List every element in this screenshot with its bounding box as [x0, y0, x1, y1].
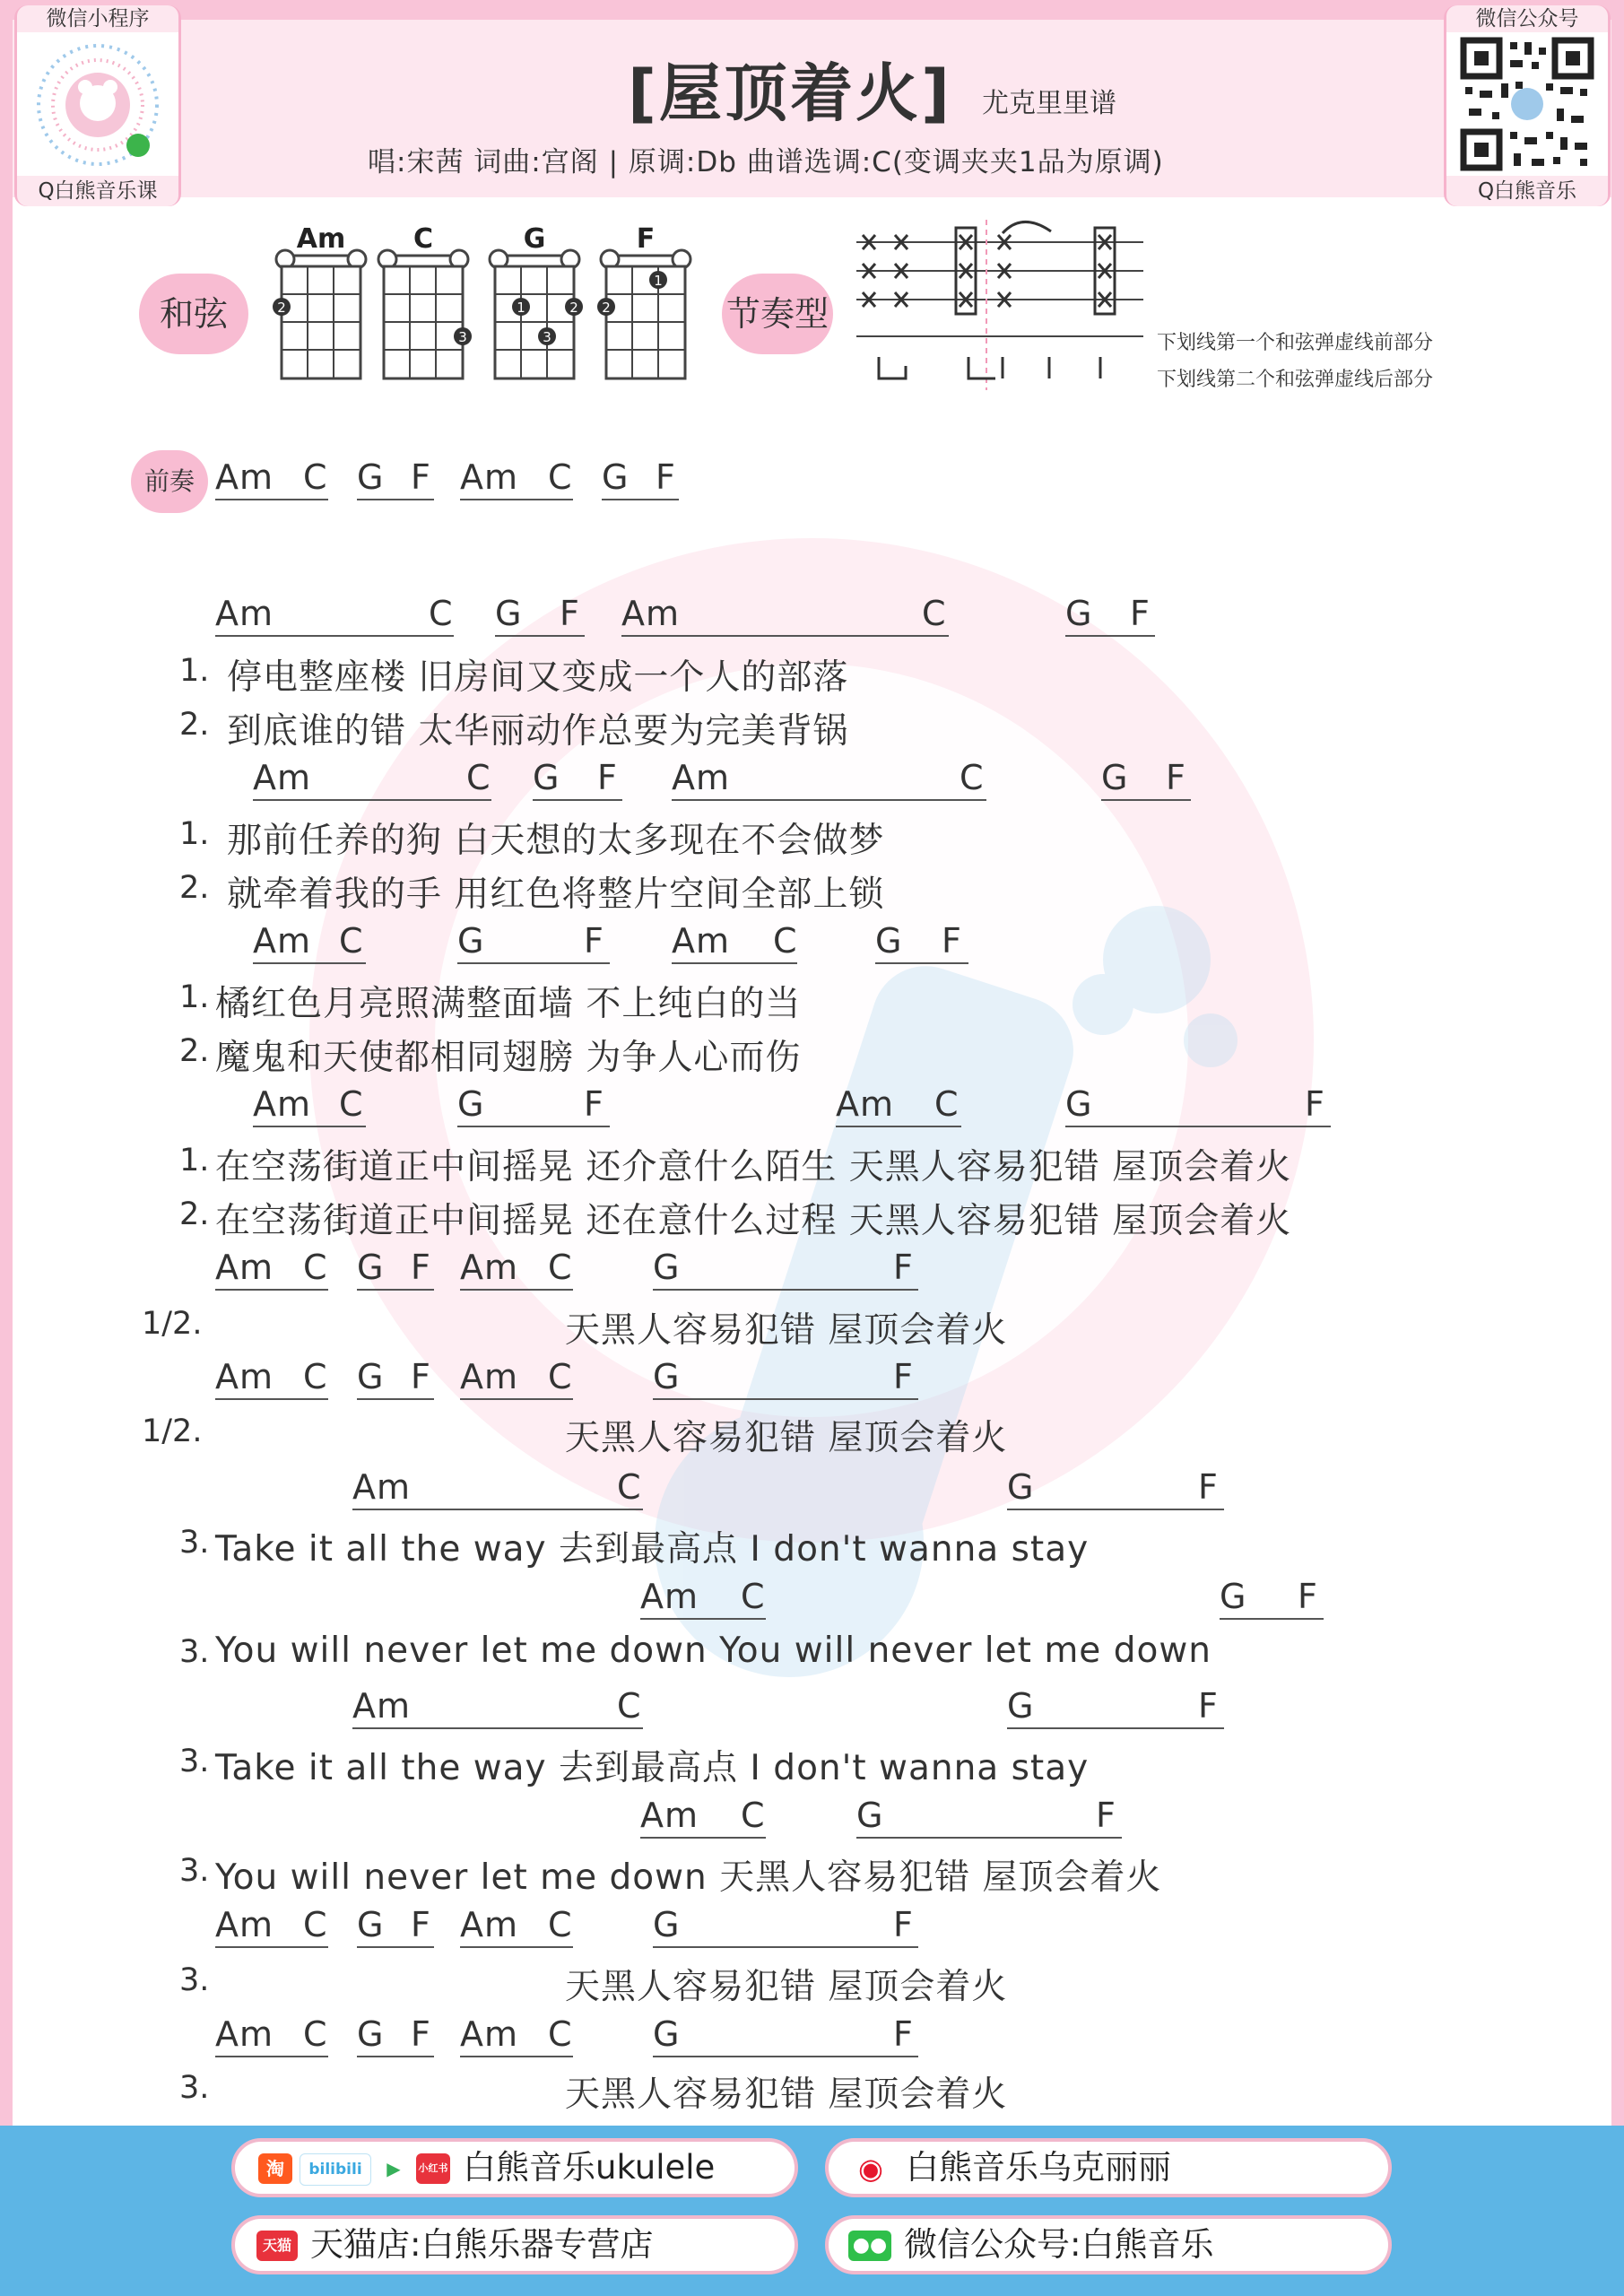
chord-label: G	[1007, 1686, 1035, 1726]
chord-diagram-name: F	[636, 223, 656, 255]
chord-diagram-name: G	[523, 223, 546, 255]
chord-label: G	[495, 594, 523, 633]
chord-underline	[836, 1126, 961, 1127]
chords-label: 和弦	[139, 274, 248, 354]
lyric-text: 天黑人容易犯错 屋顶会着火	[565, 1967, 1008, 2007]
chord-label: F	[411, 457, 431, 497]
weibo-label: 白熊音乐乌克丽丽	[906, 2148, 1171, 2187]
chord-underline	[357, 1398, 434, 1400]
verse-number: 2.	[179, 1196, 210, 1232]
chord-underline	[457, 962, 610, 964]
chord-underline	[352, 1727, 643, 1729]
chord-underline	[357, 1946, 434, 1948]
lyric-text: You will never let me down You will never let me down	[215, 1631, 1211, 1671]
chord-label: G	[653, 1905, 681, 1944]
chord-label: G	[1220, 1577, 1247, 1616]
xiaohongshu-icon: 小红书	[416, 2153, 450, 2184]
chord-label: C	[741, 1577, 766, 1616]
lyric-text: Take it all the way 去到最高点 I don't wanna stay	[215, 1748, 1090, 1788]
chord-label: Am	[215, 1357, 274, 1396]
chord-label: Am	[460, 1248, 519, 1287]
chord-label: Am	[460, 2014, 519, 2054]
svg-text:1: 1	[517, 300, 525, 316]
chord-label: G	[653, 1357, 681, 1396]
chord-label: F	[893, 1357, 914, 1396]
chord-label: G	[357, 1248, 385, 1287]
chord-underline	[460, 1398, 573, 1400]
chord-label: Am	[836, 1084, 895, 1124]
chord-label: Am	[215, 1248, 274, 1287]
verse-number: 3.	[179, 1962, 210, 1998]
chord-label: C	[303, 1248, 328, 1287]
chord-underline	[653, 1398, 918, 1400]
verse-number: 2.	[179, 707, 210, 743]
chord-label: C	[339, 1084, 364, 1124]
wechat-link[interactable]	[825, 2215, 1392, 2274]
verse-number: 2.	[179, 870, 210, 906]
chord-underline	[215, 1946, 328, 1948]
chord-label: G	[533, 758, 560, 797]
chord-label: C	[548, 1357, 573, 1396]
chord-label: F	[584, 1084, 604, 1124]
chord-label: G	[457, 921, 485, 961]
chord-label: Am	[215, 2014, 274, 2054]
chord-label: G	[602, 457, 630, 497]
chord-label: Am	[460, 1357, 519, 1396]
chord-label: Am	[460, 1905, 519, 1944]
chord-label: Am	[640, 1577, 699, 1616]
tmall-icon: 天猫	[256, 2231, 298, 2261]
intro-label: 前奏	[131, 450, 208, 513]
svg-text:2: 2	[277, 300, 286, 316]
chord-label: F	[893, 1248, 914, 1287]
chord-label: G	[1101, 758, 1129, 797]
chord-diagram-name: C	[413, 223, 434, 255]
chord-label: C	[548, 1905, 573, 1944]
svg-text:2: 2	[569, 300, 578, 316]
tmall-link[interactable]	[231, 2215, 798, 2274]
chord-label: C	[773, 921, 798, 961]
public-account-caption: Q白熊音乐	[1446, 176, 1608, 206]
lyric-text: 在空荡街道正中间摇晃 还在意什么过程 天黑人容易犯错 屋顶会着火	[215, 1201, 1292, 1241]
mini-program-label: 微信小程序	[17, 5, 178, 32]
chord-underline	[215, 1398, 328, 1400]
chord-underline	[352, 1509, 643, 1510]
chord-label: C	[922, 594, 947, 633]
chord-underline	[460, 1289, 573, 1291]
chord-label: C	[741, 1796, 766, 1835]
chord-label: G	[653, 2014, 681, 2054]
score-author: 尤克里里谱	[982, 88, 1116, 119]
song-info: 唱:宋茜 词曲:宫阁 | 原调:Db 曲谱选调:C(变调夹夹1品为原调)	[368, 146, 1164, 178]
lyric-text: 天黑人容易犯错 屋顶会着火	[565, 1310, 1008, 1351]
chord-label: C	[960, 758, 985, 797]
chord-diagram-name: Am	[296, 223, 346, 255]
chord-label: F	[411, 1905, 431, 1944]
chord-underline	[253, 799, 491, 801]
chord-underline	[457, 1126, 610, 1127]
chord-label: G	[1065, 594, 1093, 633]
chord-label: F	[597, 758, 618, 797]
chord-underline	[357, 499, 434, 500]
chord-label: G	[875, 921, 903, 961]
svg-text:2: 2	[602, 300, 611, 316]
chord-underline	[1101, 799, 1191, 801]
chord-underline	[253, 962, 366, 964]
chord-label: G	[1007, 1467, 1035, 1507]
verse-number: 3.	[179, 1853, 210, 1889]
chord-underline	[653, 2056, 918, 2057]
chord-underline	[357, 2056, 434, 2057]
chord-diagram-g	[490, 223, 583, 378]
verse-number: 1/2.	[142, 1306, 203, 1342]
public-account-qr-icon	[1460, 37, 1594, 171]
lyric-text: 就牵着我的手 用红色将整片空间全部上锁	[227, 874, 885, 915]
chord-underline	[1007, 1509, 1224, 1510]
public-account-qr-card[interactable]	[1444, 5, 1611, 206]
verse-number: 1.	[179, 816, 210, 852]
wechat-icon: ●●	[848, 2231, 891, 2261]
chord-label: F	[942, 921, 962, 961]
weibo-link[interactable]	[825, 2138, 1392, 2197]
chord-label: G	[357, 457, 385, 497]
chord-label: C	[303, 1905, 328, 1944]
verse-number: 2.	[179, 1033, 210, 1069]
verse-number: 3.	[179, 1634, 210, 1670]
chord-underline	[1065, 635, 1155, 637]
chord-label: G	[856, 1796, 884, 1835]
chord-underline	[1220, 1618, 1324, 1620]
chord-label: Am	[460, 457, 519, 497]
chord-underline	[1065, 1126, 1331, 1127]
chord-label: F	[584, 921, 604, 961]
chord-diagram-am	[273, 223, 366, 378]
chord-underline	[460, 2056, 573, 2057]
chord-label: Am	[621, 594, 681, 633]
platforms-link[interactable]	[231, 2138, 798, 2197]
lyric-text: 橘红色月亮照满整面墙 不上纯白的当	[215, 984, 802, 1024]
chord-underline	[653, 1289, 918, 1291]
chord-label: G	[357, 1357, 385, 1396]
chord-underline	[460, 1946, 573, 1948]
strum-label: 节奏型	[722, 274, 833, 354]
chord-label: F	[893, 2014, 914, 2054]
chord-label: F	[411, 1357, 431, 1396]
chord-label: G	[357, 2014, 385, 2054]
lyric-text: You will never let me down 天黑人容易犯错 屋顶会着火	[215, 1857, 1162, 1898]
strum-pattern-diagram	[852, 215, 1148, 395]
svg-text:1: 1	[654, 273, 663, 289]
lyric-text: 那前任养的狗 白天想的太多现在不会做梦	[227, 821, 885, 861]
lyric-text: 在空荡街道正中间摇晃 还介意什么陌生 天黑人容易犯错 屋顶会着火	[215, 1147, 1292, 1187]
chord-diagram-c	[378, 223, 472, 378]
chord-label: Am	[253, 921, 312, 961]
verse-number: 3.	[179, 1744, 210, 1779]
chord-underline	[856, 1837, 1122, 1839]
chord-underline	[640, 1837, 766, 1839]
chord-label: Am	[672, 921, 731, 961]
platform-label: 白熊音乐ukulele	[463, 2148, 716, 2187]
chord-label: F	[1298, 1577, 1318, 1616]
lyric-text: 停电整座楼 旧房间又变成一个人的部落	[227, 657, 849, 698]
chord-label: C	[466, 758, 491, 797]
chord-label: C	[548, 1248, 573, 1287]
verse-number: 1.	[179, 979, 210, 1015]
mini-program-qr-icon	[35, 42, 161, 168]
strum-note-first: 下划线第一个和弦弹虚线前部分	[1157, 332, 1434, 354]
chord-underline	[533, 799, 622, 801]
chord-label: C	[303, 2014, 328, 2054]
chord-underline	[653, 1946, 918, 1948]
taobao-icon: 淘	[258, 2153, 292, 2184]
chord-label: F	[411, 1248, 431, 1287]
chord-label: G	[457, 1084, 485, 1124]
chord-label: C	[429, 594, 454, 633]
svg-text:3: 3	[458, 329, 467, 345]
chord-underline	[621, 635, 949, 637]
verse-number: 3.	[179, 2070, 210, 2106]
mini-program-qr-card[interactable]	[14, 5, 181, 206]
play-icon: ▶	[378, 2153, 409, 2184]
chord-label: F	[1305, 1084, 1325, 1124]
chord-label: Am	[352, 1686, 412, 1726]
footer-banner	[0, 2126, 1624, 2296]
lyric-text: 天黑人容易犯错 屋顶会着火	[565, 2074, 1008, 2115]
verse-number: 1/2.	[142, 1413, 203, 1449]
chord-underline	[357, 1289, 434, 1291]
chord-label: F	[656, 457, 676, 497]
wechat-label: 微信公众号:白熊音乐	[904, 2225, 1214, 2264]
chord-underline	[875, 962, 968, 964]
chord-label: C	[548, 457, 573, 497]
chord-label: C	[548, 2014, 573, 2054]
chord-label: Am	[215, 457, 274, 497]
chord-underline	[672, 799, 986, 801]
chord-label: F	[1166, 758, 1186, 797]
chord-label: C	[934, 1084, 960, 1124]
chord-label: Am	[352, 1467, 412, 1507]
chord-diagrams	[269, 220, 699, 390]
chord-label: C	[303, 457, 328, 497]
chord-label: F	[1198, 1686, 1219, 1726]
chord-label: Am	[215, 1905, 274, 1944]
chord-label: F	[1198, 1467, 1219, 1507]
chord-underline	[640, 1618, 766, 1620]
chord-underline	[672, 962, 797, 964]
chord-label: F	[1130, 594, 1151, 633]
chord-label: G	[357, 1905, 385, 1944]
verse-number: 1.	[179, 653, 210, 689]
tmall-label: 天猫店:白熊乐器专营店	[310, 2225, 654, 2264]
chord-label: Am	[253, 1084, 312, 1124]
chord-label: G	[653, 1248, 681, 1287]
mini-program-caption: Q白熊音乐课	[17, 176, 178, 206]
chord-label: C	[617, 1467, 642, 1507]
lyric-text: 到底谁的错 太华丽动作总要为完美背锅	[227, 711, 849, 752]
chord-underline	[495, 635, 585, 637]
weibo-icon: ◉	[858, 2152, 883, 2186]
chord-diagram-f	[597, 223, 690, 378]
chord-label: F	[560, 594, 580, 633]
chord-underline	[253, 1126, 366, 1127]
chord-underline	[215, 1289, 328, 1291]
chord-underline	[215, 635, 454, 637]
verse-number: 3.	[179, 1525, 210, 1561]
svg-text:3: 3	[543, 329, 551, 345]
chord-label: F	[1096, 1796, 1116, 1835]
chord-label: F	[411, 2014, 431, 2054]
chord-label: Am	[640, 1796, 699, 1835]
chord-label: C	[339, 921, 364, 961]
bilibili-icon: bilibili	[300, 2153, 371, 2186]
lyric-text: Take it all the way 去到最高点 I don't wanna stay	[215, 1529, 1090, 1570]
chord-label: G	[1065, 1084, 1093, 1124]
chord-label: C	[303, 1357, 328, 1396]
chord-label: F	[893, 1905, 914, 1944]
chord-label: Am	[253, 758, 312, 797]
chord-underline	[602, 499, 679, 500]
chord-underline	[215, 2056, 328, 2057]
chord-label: Am	[672, 758, 731, 797]
chord-label: Am	[215, 594, 274, 633]
lyric-text: 魔鬼和天使都相同翅膀 为争人心而伤	[215, 1038, 802, 1078]
strum-note-second: 下划线第二个和弦弹虚线后部分	[1157, 369, 1434, 391]
chord-underline	[460, 499, 573, 500]
chord-underline	[1007, 1727, 1224, 1729]
verse-number: 1.	[179, 1143, 210, 1178]
chord-underline	[215, 499, 328, 500]
public-account-label: 微信公众号	[1446, 5, 1608, 32]
lyric-text: 天黑人容易犯错 屋顶会着火	[565, 1418, 1008, 1458]
song-title: [屋顶着火]	[628, 57, 952, 130]
chord-label: C	[617, 1686, 642, 1726]
